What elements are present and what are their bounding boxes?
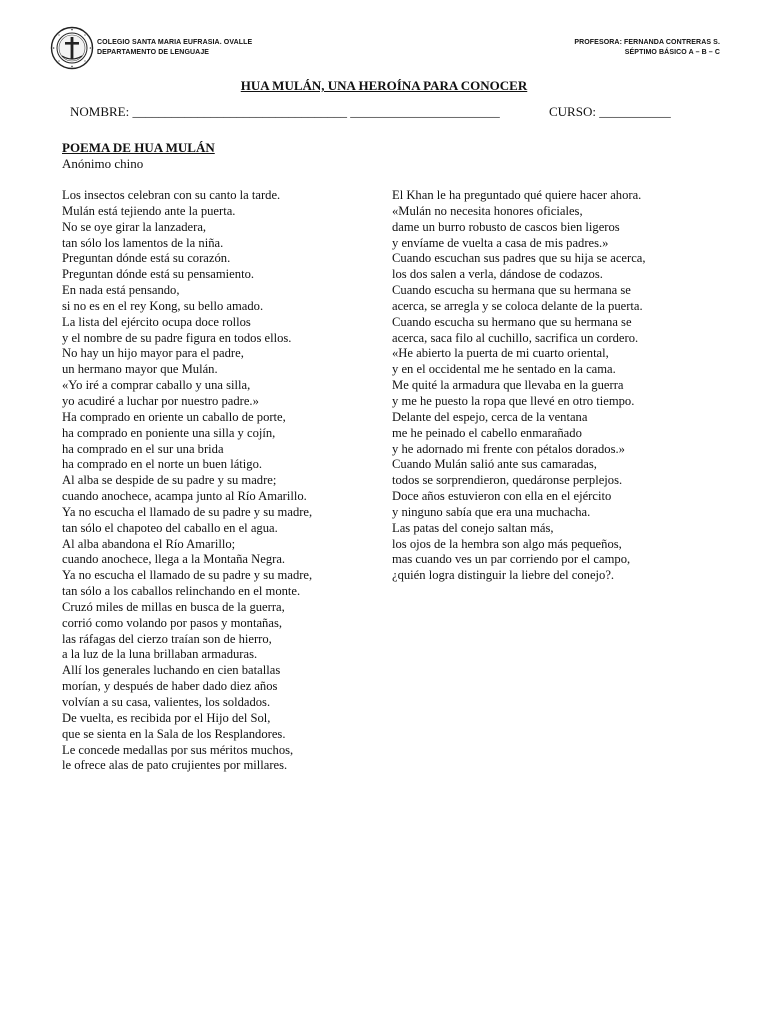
poem-line: No se oye girar la lanzadera, [62, 219, 207, 234]
poem-line: Ha comprado en oriente un caballo de porte, [62, 409, 286, 424]
department-name: DEPARTAMENTO DE LENGUAJE [97, 49, 210, 56]
poem-line: En nada está pensando, [62, 283, 180, 298]
poem-line: y ninguno sabía que era una muchacha. [392, 504, 591, 519]
poem-line: Doce años estuvieron con ella en el ejército [392, 489, 612, 504]
poem-line: ha comprado en el sur una brida [62, 441, 224, 456]
poem-line: Mulán está tejiendo ante la puerta. [62, 203, 236, 218]
poem-line: Delante del espejo, cerca de la ventana [392, 409, 588, 424]
poem-line: me he peinado el cabello enmarañado [392, 425, 582, 440]
poem-line: cuando anochece, llega a la Montaña Negra. [62, 552, 286, 567]
poem-line: y el nombre de su padre figura en todos ellos. [62, 330, 292, 345]
poem-line: a la luz de la luna brillaban armaduras. [62, 647, 258, 662]
page-title: HUA MULÁN, UNA HEROÍNA PARA CONOCER [240, 78, 528, 93]
poem-line: las ráfagas del cierzo traían son de hierro, [62, 631, 272, 646]
teacher-info [574, 38, 720, 58]
document-header [50, 26, 720, 70]
poem-line: los ojos de la hembra son algo más pequeños, [392, 536, 622, 551]
poem-line: volvían a su casa, valientes, los soldados. [62, 695, 271, 709]
poem-line: No hay un hijo mayor para el padre, [62, 346, 244, 361]
poem-line: Allí los generales luchando en cien batallas [62, 663, 281, 678]
course-field: CURSO: ___________ [549, 104, 671, 119]
poem-right-column [392, 188, 646, 584]
poem-left-column [62, 188, 312, 774]
poem-line: La lista del ejército ocupa doce rollos [62, 314, 251, 329]
poem-line: acerca, se arregla y se coloca delante de la puerta. [392, 298, 643, 313]
poem-line: Le concede medallas por sus méritos muchos, [62, 742, 294, 757]
poem-line: acerca, saca filo al cuchillo, sacrifica un cordero. [392, 330, 639, 345]
poem-line: «He abierto la puerta de mi cuarto oriental, [392, 346, 609, 361]
poem-line: tan sólo los lamentos de la niña. [62, 235, 224, 250]
poem-line: todos se sorprendieron, quedáronse perplejos. [392, 473, 623, 488]
poem-line: Cuando Mulán salió ante sus camaradas, [392, 457, 597, 472]
poem-line: y me he puesto la ropa que llevé en otro tiempo. [392, 393, 635, 408]
poem-author: Anónimo chino [62, 156, 144, 171]
poem-line: Preguntan dónde está su corazón. [62, 251, 231, 266]
poem-line: Cuando escuchan sus padres que su hija se acerca, [392, 251, 646, 266]
poem-line: corrió como volando por pasos y montañas, [62, 615, 282, 630]
poem-line: mas cuando ves un par corriendo por el campo, [392, 552, 631, 567]
poem-line: Me quité la armadura que llevaba en la guerra [392, 378, 624, 393]
poem-line: ha comprado en el norte un buen látigo. [62, 457, 263, 472]
poem-line: Cuando escucha su hermano que su hermana se [392, 314, 632, 329]
poem-line: dame un burro robusto de cascos bien ligeros [392, 219, 620, 234]
poem-line: Ya no escucha el llamado de su padre y su madre, [62, 568, 313, 583]
poem-line: «Yo iré a comprar caballo y una silla, [62, 378, 251, 393]
poem-line: morían, y después de haber dado diez años [62, 679, 278, 694]
poem-line: tan sólo a los caballos relinchando en el monte. [62, 584, 301, 599]
poem-line: Ya no escucha el llamado de su padre y su madre, [62, 504, 313, 519]
poem-line: y he adornado mi frente con pétalos dorados.» [392, 441, 625, 456]
school-crest-icon [50, 26, 94, 70]
poem-line: Al alba se despide de su padre y su madre; [62, 473, 277, 488]
grade-level: SÉPTIMO BÁSICO A – B – C [624, 49, 720, 56]
name-field: NOMBRE: _________________________________ _______________________ [70, 104, 500, 119]
poem-line: tan sólo el chapoteo del caballo en el agua. [62, 520, 278, 535]
poem-line: y envíame de vuelta a casa de mis padres.» [392, 235, 609, 250]
poem-line: yo acudiré a luchar por nuestro padre.» [62, 393, 259, 408]
poem-line: El Khan le ha preguntado qué quiere hacer ahora. [392, 188, 642, 202]
poem-line: le ofrece alas de pato crujientes por millares. [62, 758, 288, 773]
school-info [97, 38, 252, 58]
poem-title: POEMA DE HUA MULÁN [62, 140, 215, 155]
poem-line: cuando anochece, acampa junto al Río Amarillo. [62, 489, 307, 504]
poem-line: un hermano mayor que Mulán. [62, 362, 218, 377]
school-name: COLEGIO SANTA MARIA EUFRASIA. OVALLE [97, 39, 253, 46]
poem-line: y en el occidental me he sentado en la cama. [392, 362, 616, 377]
poem-line: Los insectos celebran con su canto la tarde. [62, 188, 281, 202]
teacher-name: PROFESORA: FERNANDA CONTRERAS S. [574, 39, 720, 46]
poem-line: si no es en el rey Kong, su bello amado. [62, 298, 264, 313]
poem-line: Las patas del conejo saltan más, [392, 520, 554, 535]
poem-line: ha comprado en poniente una silla y cojín, [62, 425, 276, 440]
poem-line: Al alba abandona el Río Amarillo; [62, 536, 236, 551]
poem-line: Cuando escucha su hermana que su hermana se [392, 283, 631, 298]
poem-line: Cruzó miles de millas en busca de la guerra, [62, 599, 285, 614]
poem-line: «Mulán no necesita honores oficiales, [392, 203, 583, 218]
poem-line: que se sienta en la Sala de los Resplandores. [62, 726, 286, 741]
poem-line: ¿quién logra distinguir la liebre del conejo?. [392, 568, 615, 583]
poem-line: Preguntan dónde está su pensamiento. [62, 267, 255, 282]
poem-line: De vuelta, es recibida por el Hijo del Sol, [62, 710, 271, 725]
poem-line: los dos salen a verla, dándose de codazos. [392, 267, 603, 282]
